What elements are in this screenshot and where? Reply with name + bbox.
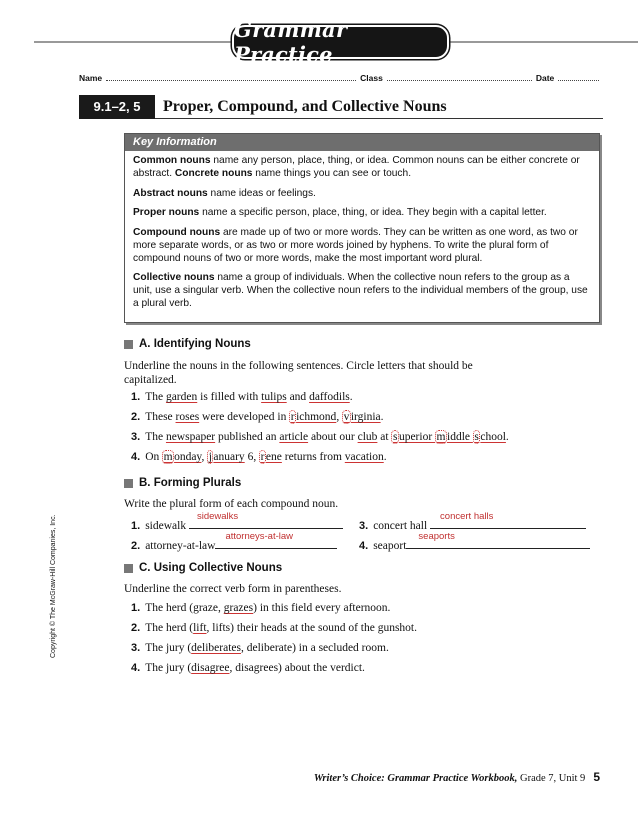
answer-blank[interactable]: sidewalks — [189, 517, 343, 529]
name-field[interactable] — [106, 73, 356, 81]
answer-blank[interactable]: concert halls — [430, 517, 586, 529]
answer-blank[interactable]: seaports — [406, 537, 590, 549]
key-paragraph: Abstract nouns name ideas or feelings. — [133, 187, 316, 199]
key-paragraph: Common nouns name any person, place, thing, or idea. Common nouns can be either concrete or abstract. Concrete nouns name things you can see or touch. — [133, 155, 580, 179]
date-label: Date — [535, 73, 555, 83]
list-item: 3. The newspaper published an article about our club at s uperior m iddle s chool. — [131, 431, 509, 443]
list-item: 2. The herd (lift, lifts) their heads at the sound of the gunshot. — [131, 622, 417, 634]
lesson-heading — [79, 95, 603, 119]
list-item: 2. These roses were developed in r ichmond, v irginia. — [131, 411, 384, 423]
copyright-notice: Copyright © The McGraw-Hill Companies, Inc. — [50, 514, 57, 658]
section-a-instructions: Underline the nouns in the following sentences. Circle letters that should be capitalized. — [124, 360, 473, 386]
footer-grade: Grade 7, Unit 9 — [517, 773, 586, 784]
banner-title: Grammar Practice — [234, 17, 348, 67]
lesson-number: 9.1–2, 5 — [79, 95, 155, 119]
section-c-instructions: Underline the correct verb form in parentheses. — [124, 583, 342, 595]
section-a-heading: A. Identifying Nouns — [124, 338, 251, 350]
footer-book-title: Writer’s Choice: Grammar Practice Workbook, — [313, 773, 518, 784]
key-paragraph: Proper nouns name a specific person, place, thing, or idea. They begin with a capital letter. — [133, 207, 547, 218]
list-item: 3. The jury (deliberates, deliberate) in a secluded room. — [131, 642, 389, 654]
list-item: 4. The jury (disagree, disagrees) about the verdict. — [131, 662, 365, 674]
date-field[interactable] — [558, 73, 599, 81]
square-bullet-icon — [124, 564, 133, 573]
square-bullet-icon — [124, 340, 133, 349]
page-number: 5 — [593, 770, 600, 784]
section-b-heading: B. Forming Plurals — [124, 477, 241, 489]
name-label: Name — [79, 73, 103, 83]
name-class-date-row — [79, 73, 603, 83]
key-paragraph: Collective nouns name a group of individuals. When the collective noun refers to the group as a unit, use a singular verb. When the collective noun refers to the individual members of the group, use a plural verb. — [133, 272, 588, 309]
class-field[interactable] — [387, 73, 532, 81]
list-item: 1. The garden is filled with tulips and daffodils. — [131, 391, 353, 403]
list-item: 3. concert hall concert halls — [359, 517, 586, 532]
key-information-heading: Key Information — [125, 134, 599, 151]
section-b-instructions: Write the plural form of each compound noun. — [124, 498, 339, 510]
section-c-heading: C. Using Collective Nouns — [124, 562, 282, 574]
list-item: 4. On m onday, j anuary 6, r ene returns from vacation. — [131, 451, 387, 463]
page-footer — [314, 770, 600, 784]
square-bullet-icon — [124, 479, 133, 488]
key-information-box — [124, 133, 600, 323]
page-banner — [232, 17, 449, 67]
list-item: 4. seaport seaports — [359, 537, 590, 552]
answer-blank[interactable]: attorneys-at-law — [215, 537, 337, 549]
key-paragraph: Compound nouns are made up of two or more words. They can be written as one word, as two or more separate words, or as two or more words joined by hyphens. To write the plural form of compound nouns of two or more words, make the most important word plural. — [133, 226, 578, 264]
list-item: 1. sidewalk sidewalks — [131, 517, 343, 532]
list-item: 1. The herd (graze, grazes) in this field every afternoon. — [131, 602, 391, 614]
class-label: Class — [360, 73, 383, 83]
list-item: 2. attorney-at-law attorneys-at-law — [131, 537, 337, 552]
lesson-title: Proper, Compound, and Collective Nouns — [163, 97, 447, 115]
